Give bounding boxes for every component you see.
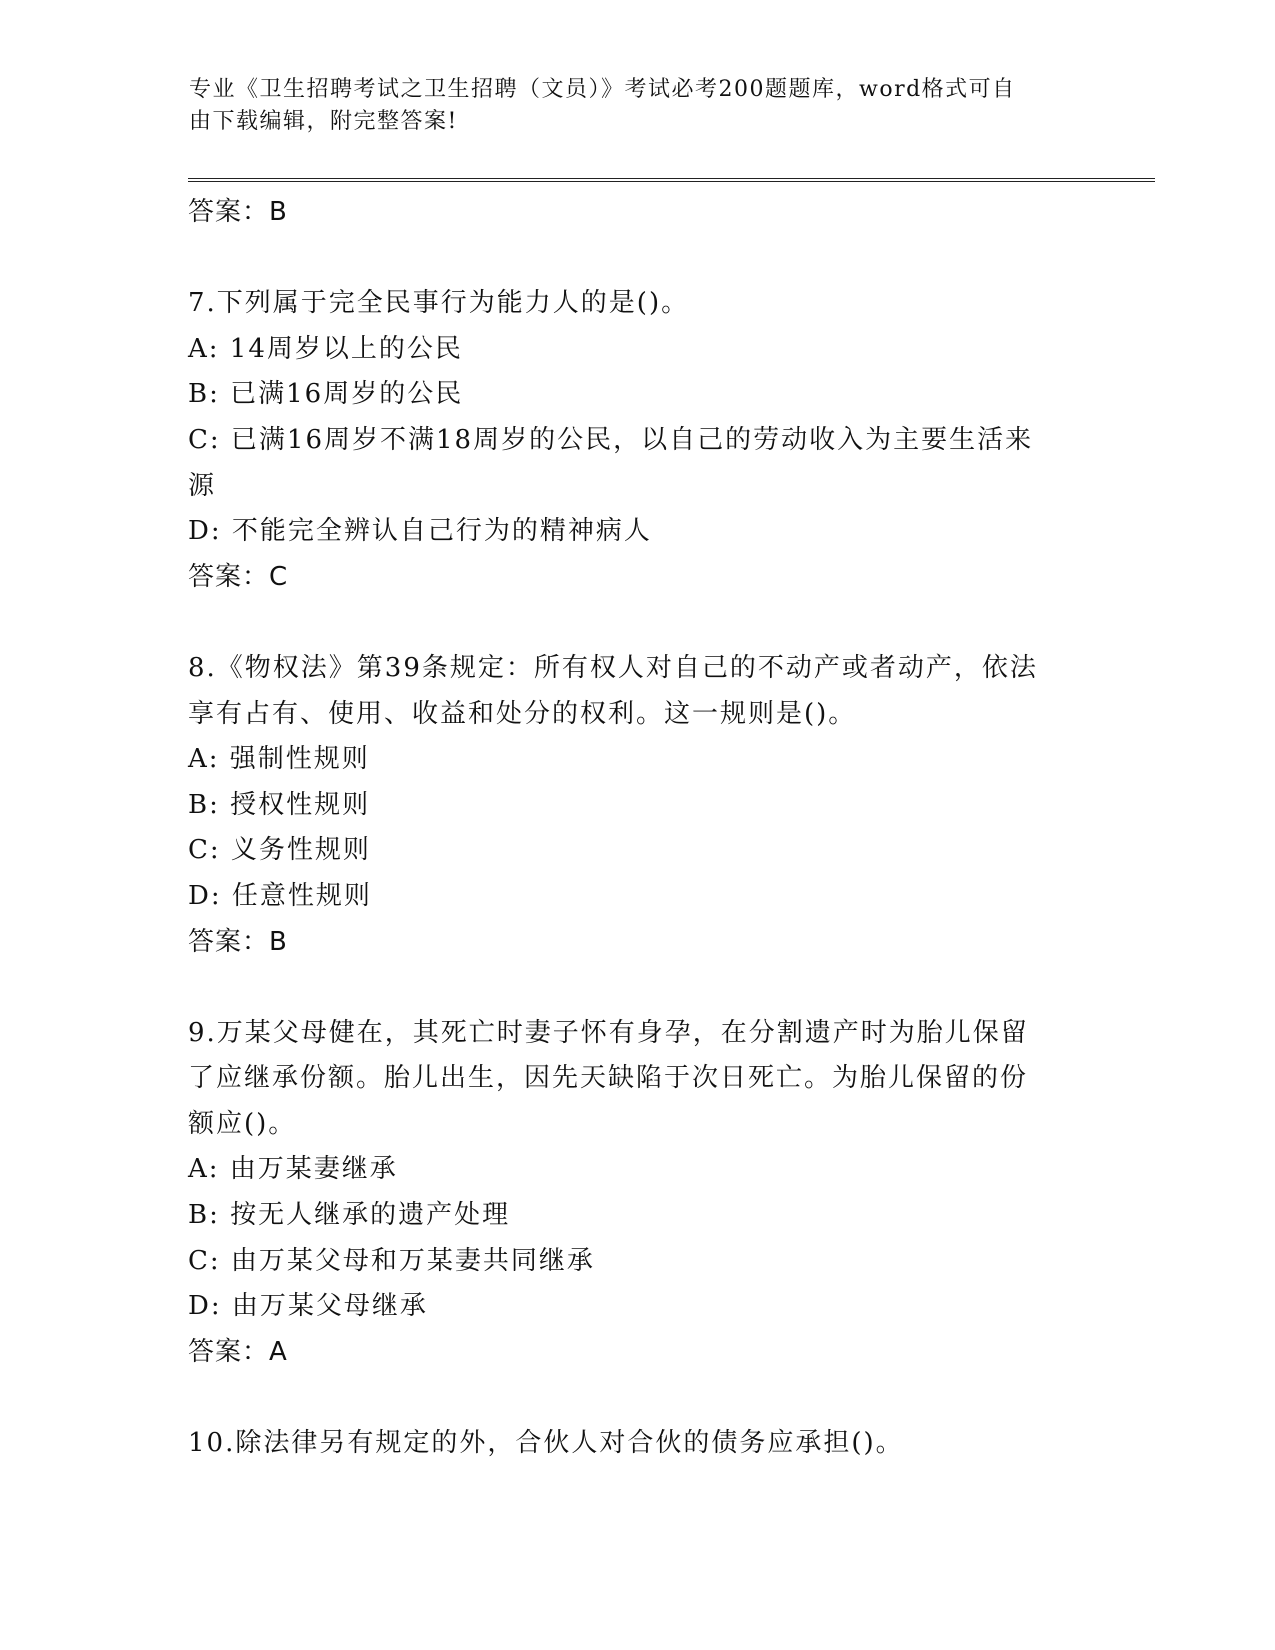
option-line: D: 任意性规则 — [188, 880, 372, 911]
option-line: B: 已满16周岁的公民 — [188, 379, 464, 410]
option-line: C: 已满16周岁不满18周岁的公民，以自己的劳动收入为主要生活来 — [188, 424, 1034, 455]
option-line: C: 由万某父母和万某妻共同继承 — [188, 1245, 595, 1276]
option-line: D: 由万某父母继承 — [188, 1291, 428, 1322]
header-line-1: 专业《卫生招聘考试之卫生招聘（文员）》考试必考200题题库，word格式可自 — [189, 77, 1016, 102]
option-line: A: 14周岁以上的公民 — [188, 333, 463, 364]
answer-line: 答案：C — [188, 561, 289, 592]
option-line: A: 由万某妻继承 — [188, 1154, 398, 1185]
spacer — [188, 1375, 1088, 1421]
spacer — [188, 965, 1088, 1011]
question-stem-line: 8.《物权法》第39条规定：所有权人对自己的不动产或者动产，依法 — [188, 652, 1038, 683]
option-line: D: 不能完全辨认自己行为的精神病人 — [188, 516, 652, 547]
spacer — [188, 600, 1088, 646]
header-divider — [188, 178, 1155, 182]
question-stem-line: 9.万某父母健在，其死亡时妻子怀有身孕，在分割遗产时为胎儿保留 — [188, 1017, 1029, 1048]
answer-line: 答案：B — [188, 197, 288, 227]
answer-line: 答案：B — [188, 926, 288, 957]
question-list — [188, 281, 1088, 1466]
document-body — [188, 190, 1088, 1467]
option-line: C: 义务性规则 — [188, 835, 371, 866]
answer-line: 答案：A — [188, 1336, 288, 1367]
option-line: B: 按无人继承的遗产处理 — [188, 1200, 511, 1231]
option-line: A: 强制性规则 — [188, 744, 370, 775]
question-block — [188, 1011, 1088, 1421]
question-block — [188, 1421, 1088, 1467]
question-block — [188, 281, 1088, 646]
page-header — [189, 74, 1069, 138]
question-stem-line: 额应()。 — [188, 1108, 297, 1139]
header-line-2: 由下载编辑，附完整答案! — [189, 109, 458, 134]
option-line: B: 授权性规则 — [188, 789, 371, 820]
option-continuation-line: 源 — [188, 470, 217, 501]
question-stem-line: 了应继承份额。胎儿出生，因先天缺陷于次日死亡。为胎儿保留的份 — [188, 1063, 1029, 1094]
question-stem-line: 享有占有、使用、收益和处分的权利。这一规则是()。 — [188, 698, 857, 729]
question-stem-line: 7.下列属于完全民事行为能力人的是()。 — [188, 288, 690, 319]
question-block — [188, 646, 1088, 1011]
question-stem-line: 10.除法律另有规定的外，合伙人对合伙的债务应承担()。 — [188, 1428, 904, 1459]
spacer — [188, 236, 1088, 282]
